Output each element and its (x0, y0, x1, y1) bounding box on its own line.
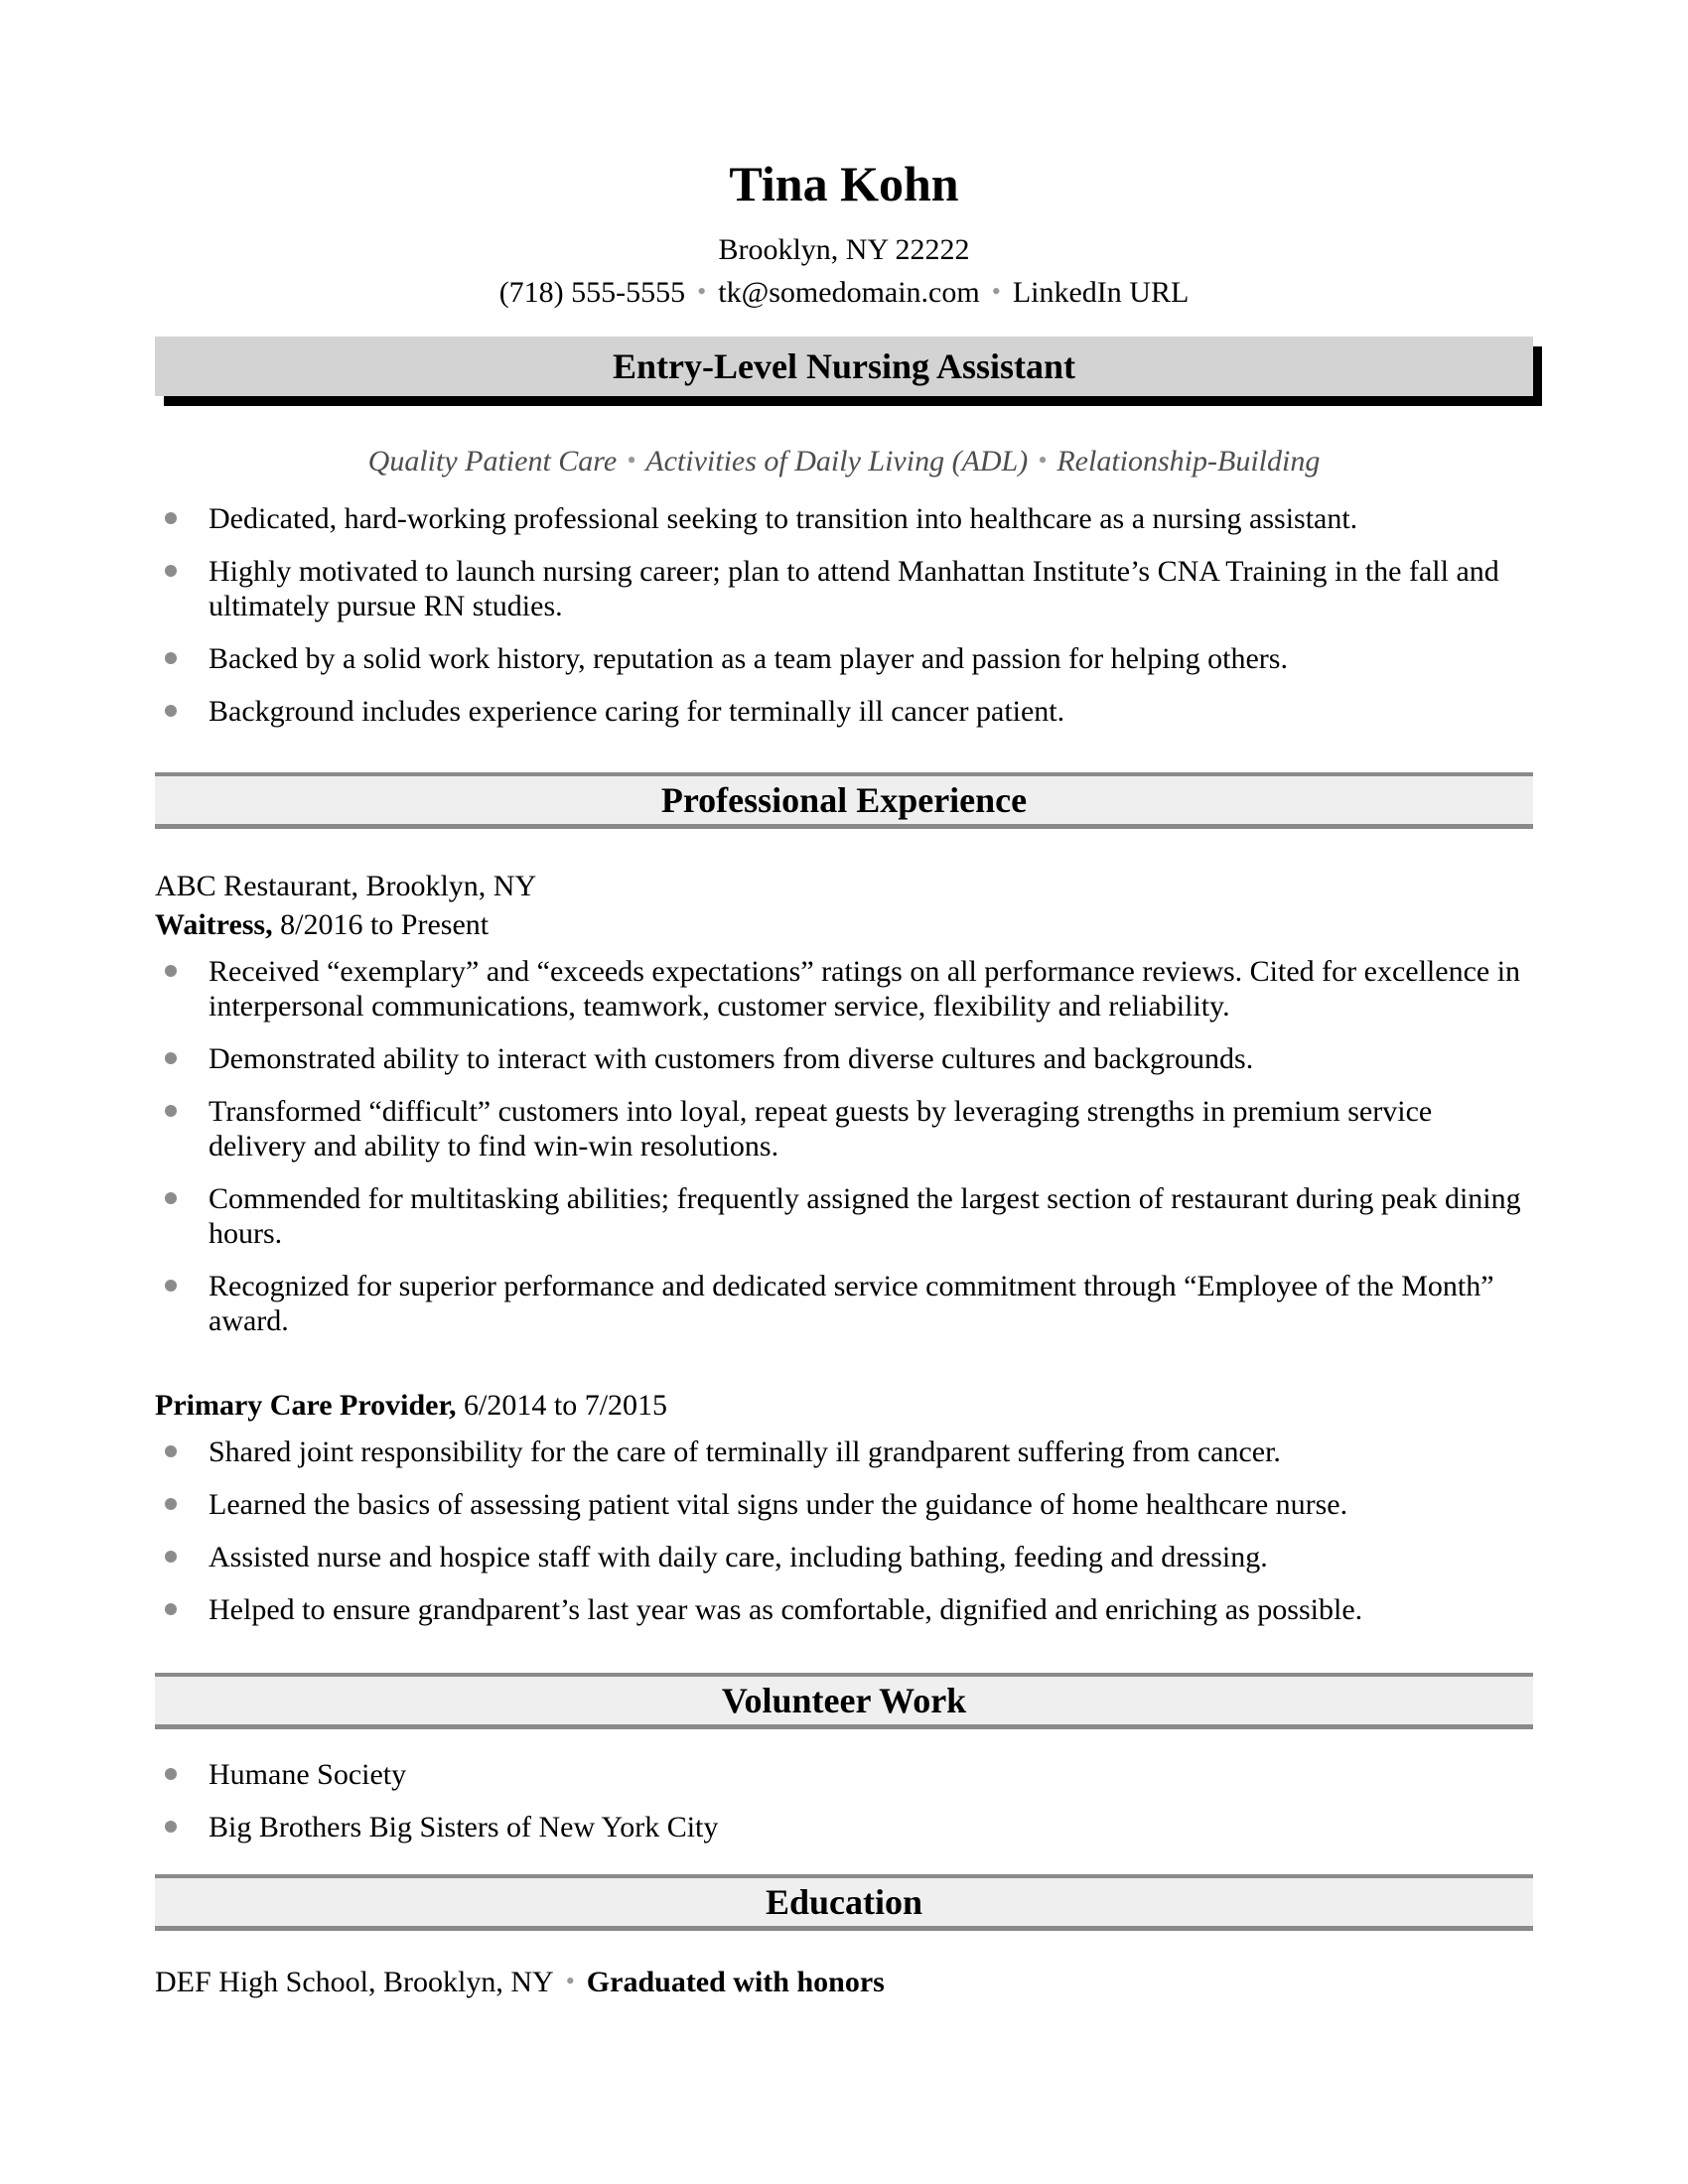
bullet-item (209, 1487, 1529, 1522)
section-heading-text: Professional Experience (660, 780, 1028, 820)
section-heading-text: Volunteer Work (721, 1681, 967, 1720)
education-honors: Graduated with honors (586, 1966, 885, 1998)
summary-bullet-list (155, 501, 1533, 729)
dot-separator-icon: • (565, 1967, 575, 1995)
bullet-item (209, 1434, 1529, 1469)
bullet-item (209, 1540, 1529, 1574)
skill-keyword: Activities of Daily Living (ADL) (645, 445, 1029, 478)
bullet-item (209, 1269, 1529, 1338)
dot-separator-icon: • (627, 446, 636, 475)
bullet-text: Helped to ensure grandparent’s last year was as comfortable, dignified and enriching as possible. (209, 1593, 1363, 1626)
bullet-dot-icon (165, 1052, 177, 1064)
job-entry-waitress (155, 907, 1533, 1338)
skills-line (155, 444, 1533, 479)
bullet-text: Learned the basics of assessing patient vital signs under the guidance of home healthcare nurse. (209, 1488, 1348, 1521)
bullet-text: Background includes experience caring for terminally ill cancer patient. (209, 695, 1065, 728)
skill-keyword: Quality Patient Care (367, 445, 618, 478)
volunteer-bullet-list (155, 1757, 1533, 1844)
candidate-name: Tina Kohn (729, 156, 959, 211)
resume-title-banner (155, 337, 1533, 396)
bullet-item (209, 1810, 1529, 1844)
bullet-text: Assisted nurse and hospice staff with daily care, including bathing, feeding and dressing. (209, 1541, 1268, 1573)
dot-separator-icon: • (1038, 446, 1048, 475)
bullet-text: Recognized for superior performance and dedicated service commitment through “Employee of the Month” award. (209, 1270, 1494, 1337)
job-dates: 6/2014 to 7/2015 (456, 1389, 668, 1422)
bullet-text: Commended for multitasking abilities; frequently assigned the largest section of restaurant during peak dining hours. (209, 1182, 1521, 1250)
section-header-education (155, 1874, 1533, 1931)
bullet-text: Demonstrated ability to interact with customers from diverse cultures and backgrounds. (209, 1042, 1254, 1075)
volunteer-section (155, 1757, 1533, 1844)
bullet-item (209, 1041, 1529, 1076)
bullet-item (209, 641, 1529, 676)
bullet-text: Big Brothers Big Sisters of New York City (209, 1811, 719, 1843)
bullet-item (209, 694, 1529, 729)
bullet-dot-icon (165, 1768, 177, 1780)
bullet-text: Dedicated, hard-working professional seeking to transition into healthcare as a nursing assistant. (209, 502, 1358, 535)
contact-line (155, 275, 1533, 311)
section-heading-text: Education (765, 1882, 923, 1922)
resume-title: Entry-Level Nursing Assistant (612, 346, 1076, 386)
bullet-dot-icon (165, 1551, 177, 1563)
education-line (155, 1965, 1533, 2000)
job-title: Primary Care Provider, (155, 1389, 457, 1422)
bullet-dot-icon (165, 705, 177, 717)
section-header-professional-experience (155, 772, 1533, 829)
bullet-item (209, 954, 1529, 1024)
email-address: tk@somedomain.com (718, 276, 980, 309)
job-bullet-list (155, 1434, 1533, 1627)
job-dates: 8/2016 to Present (272, 908, 490, 941)
bullet-text: Received “exemplary” and “exceeds expectations” ratings on all performance reviews. Cited for excellence in interpersonal communications, teamwork, customer service, flexibility and reliability. (209, 955, 1521, 1023)
school-name: DEF High School, Brooklyn, NY (155, 1966, 554, 1998)
job-title-line (155, 1388, 1533, 1423)
skill-keyword: Relationship-Building (1056, 445, 1321, 478)
bullet-dot-icon (165, 1445, 177, 1457)
bullet-dot-icon (165, 1603, 177, 1615)
bullet-dot-icon (165, 1498, 177, 1510)
bullet-text: Backed by a solid work history, reputation as a team player and passion for helping others. (209, 642, 1288, 675)
phone-number: (718) 555-5555 (498, 276, 686, 309)
bullet-dot-icon (165, 1105, 177, 1117)
job-title-line (155, 907, 1533, 942)
linkedin-url: LinkedIn URL (1012, 276, 1190, 309)
bullet-item (209, 501, 1529, 536)
bullet-item (209, 1592, 1529, 1627)
employer-line: ABC Restaurant, Brooklyn, NY (155, 870, 537, 902)
address-line: Brooklyn, NY 22222 (718, 233, 970, 266)
bullet-text: Transformed “difficult” customers into loyal, repeat guests by leveraging strengths in premium service delivery and ability to find win-win resolutions. (209, 1095, 1433, 1162)
bullet-dot-icon (165, 1821, 177, 1833)
dot-separator-icon: • (697, 277, 707, 306)
bullet-item (209, 1181, 1529, 1251)
bullet-dot-icon (165, 512, 177, 524)
bullet-dot-icon (165, 965, 177, 977)
bullet-dot-icon (165, 1192, 177, 1204)
bullet-text: Highly motivated to launch nursing career; plan to attend Manhattan Institute’s CNA Training in the fall and ultimately pursue RN studies. (209, 555, 1499, 622)
job-bullet-list (155, 954, 1533, 1338)
section-header-volunteer-work (155, 1673, 1533, 1729)
bullet-text: Shared joint responsibility for the care of terminally ill grandparent suffering from cancer. (209, 1435, 1281, 1468)
bullet-item (209, 1094, 1529, 1163)
bullet-item (209, 554, 1529, 623)
job-title: Waitress, (155, 908, 273, 941)
bullet-text: Humane Society (209, 1758, 407, 1791)
bullet-dot-icon (165, 565, 177, 577)
dot-separator-icon: • (991, 277, 1001, 306)
bullet-dot-icon (165, 1280, 177, 1292)
bullet-item (209, 1757, 1529, 1792)
job-entry-primary-care-provider (155, 1388, 1533, 1627)
bullet-dot-icon (165, 652, 177, 664)
